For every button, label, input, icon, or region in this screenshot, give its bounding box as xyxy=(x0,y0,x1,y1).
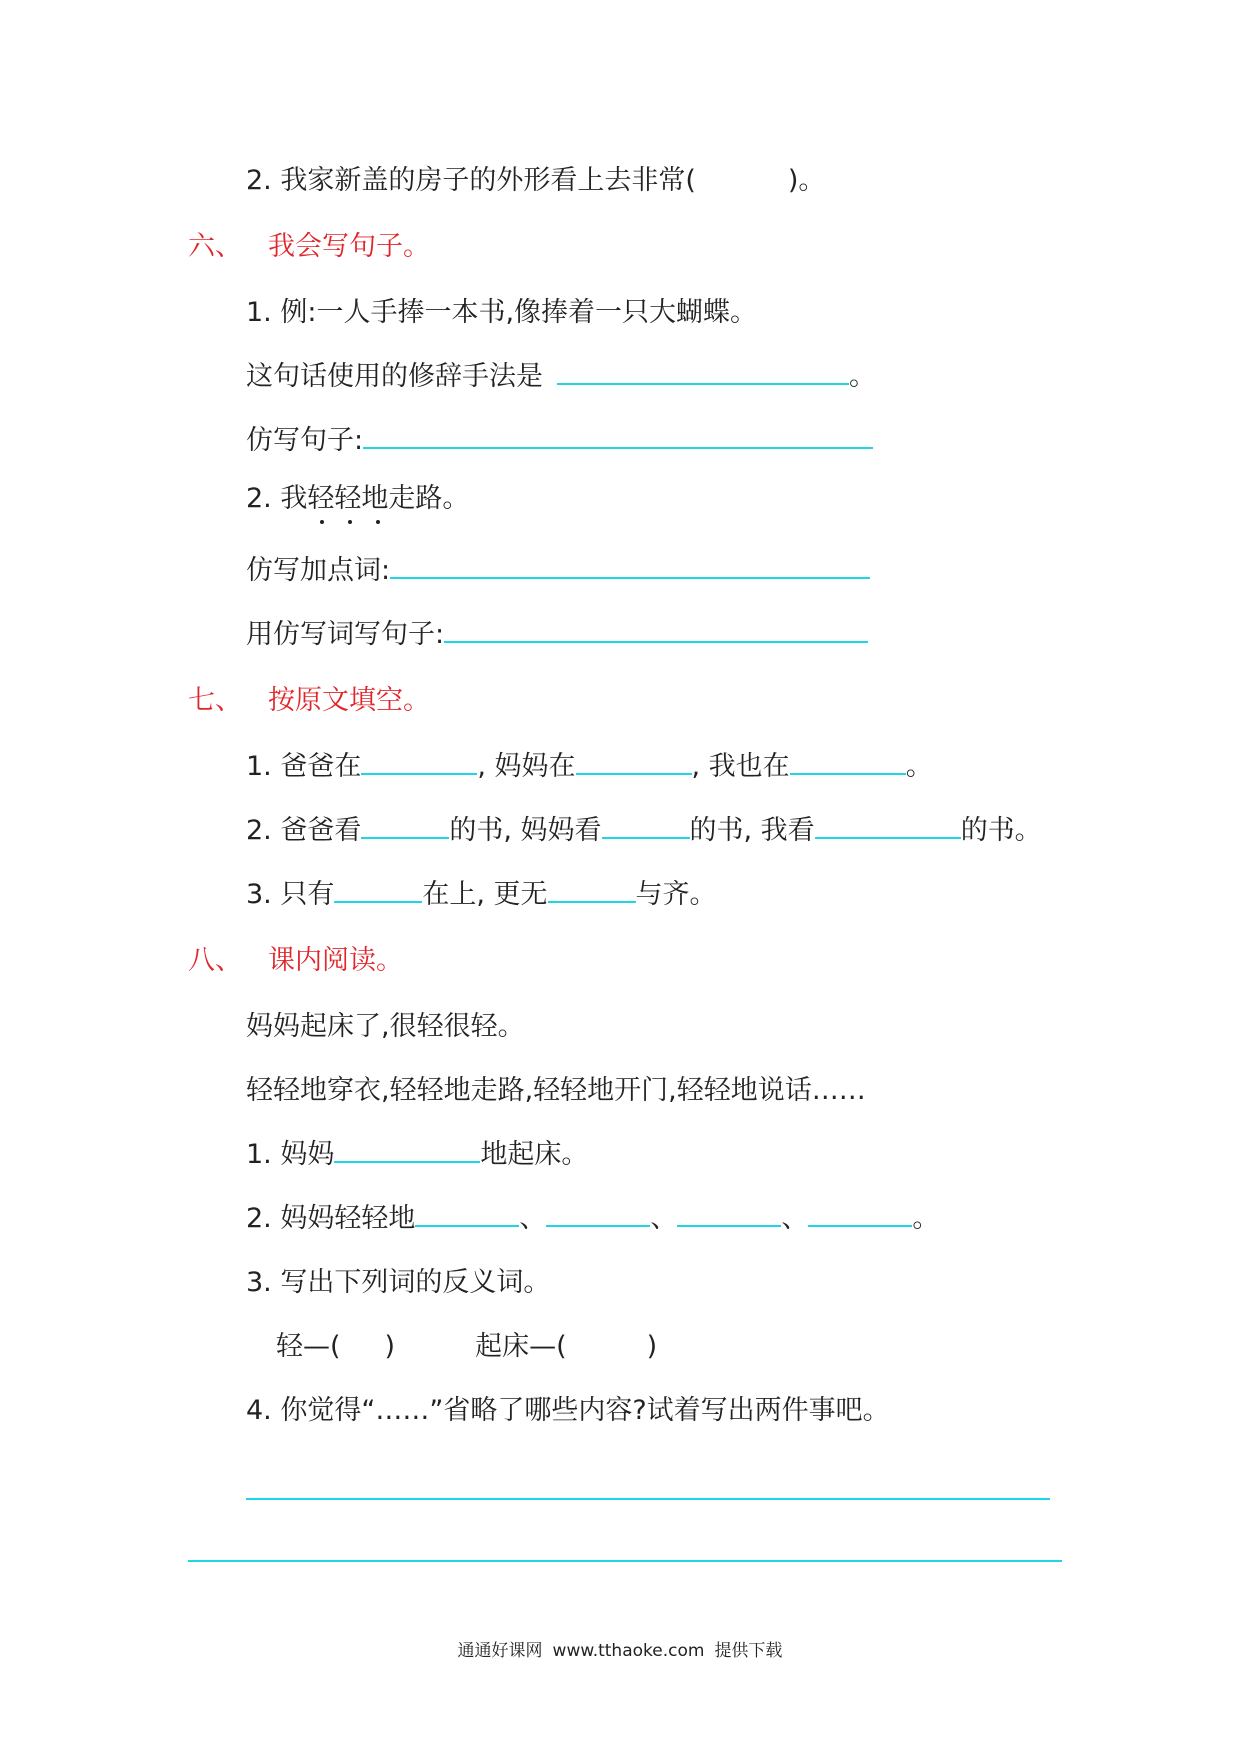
fill-blank[interactable] xyxy=(546,1205,650,1227)
question-7-2-part: 2. 爸爸看 xyxy=(246,815,362,846)
question-5-2-close: )。 xyxy=(787,165,826,196)
use-word-sentence-label: 用仿写词写句子: xyxy=(246,619,445,650)
question-8-1 xyxy=(246,1138,588,1172)
fill-blank[interactable] xyxy=(790,753,906,775)
question-8-4: 4. 你觉得“……”省略了哪些内容?试着写出两件事吧。 xyxy=(246,1395,890,1426)
answer-line[interactable] xyxy=(246,1498,1050,1500)
question-7-1-part: , 妈妈在 xyxy=(477,751,576,782)
fill-blank[interactable] xyxy=(808,1205,912,1227)
antonym-close: ) xyxy=(646,1331,658,1362)
reading-passage-line-2: 轻轻地穿衣,轻轻地走路,轻轻地开门,轻轻地说话…… xyxy=(246,1075,866,1106)
antonym-word: 起床—( xyxy=(475,1331,567,1362)
section-6-heading xyxy=(188,230,430,264)
dotted-word-label: 仿写加点词: xyxy=(246,555,391,586)
section-7-title: 按原文填空。 xyxy=(268,685,430,716)
section-6-number: 六、 xyxy=(188,231,242,262)
question-8-2-end: 。 xyxy=(912,1203,940,1234)
imitate-sentence-row xyxy=(246,424,873,458)
question-7-2 xyxy=(246,814,1042,848)
question-7-3-part: 在上, 更无 xyxy=(422,879,548,910)
section-7-number: 七、 xyxy=(188,685,242,716)
emphasis-dot xyxy=(320,520,324,524)
question-6-2: 2. 我轻轻地走路。 xyxy=(246,483,470,514)
question-7-1-part: , 我也在 xyxy=(691,751,790,782)
separator: 、 xyxy=(519,1203,547,1234)
question-8-2 xyxy=(246,1202,939,1236)
footer xyxy=(0,1640,1240,1662)
antonym-row xyxy=(276,1330,657,1364)
question-6-1: 1. 例:一人手捧一本书,像捧着一只大蝴蝶。 xyxy=(246,297,758,328)
question-7-3 xyxy=(246,878,717,912)
question-7-1 xyxy=(246,750,933,784)
question-5-2-text: 2. 我家新盖的房子的外形看上去非常( xyxy=(246,165,696,196)
emphasis-dot xyxy=(348,520,352,524)
answer-line[interactable] xyxy=(188,1560,1062,1562)
question-7-2-part: 的书, 我看 xyxy=(689,815,815,846)
question-7-2-part: 的书。 xyxy=(960,815,1042,846)
question-7-1-part: 。 xyxy=(905,751,933,782)
fill-blank[interactable] xyxy=(548,881,636,903)
question-7-3-part: 3. 只有 xyxy=(246,879,335,910)
dotted-word-blank[interactable] xyxy=(390,557,870,579)
dotted-word-row xyxy=(246,554,870,588)
question-8-1-part: 地起床。 xyxy=(480,1139,589,1170)
question-5-2 xyxy=(246,164,825,198)
fill-blank[interactable] xyxy=(815,817,961,839)
emphasis-dot xyxy=(376,520,380,524)
question-8-1-part: 1. 妈妈 xyxy=(246,1139,335,1170)
question-7-3-part: 与齐。 xyxy=(635,879,717,910)
rhetoric-row xyxy=(246,360,876,394)
separator: 、 xyxy=(781,1203,809,1234)
rhetoric-blank[interactable] xyxy=(557,363,849,385)
rhetoric-label: 这句话使用的修辞手法是 xyxy=(246,361,543,392)
reading-passage-line-1: 妈妈起床了,很轻很轻。 xyxy=(246,1011,525,1042)
section-7-heading xyxy=(188,684,430,718)
separator: 、 xyxy=(650,1203,678,1234)
question-7-1-part: 1. 爸爸在 xyxy=(246,751,362,782)
fill-blank[interactable] xyxy=(677,1205,781,1227)
section-8-number: 八、 xyxy=(188,945,242,976)
use-word-sentence-row xyxy=(246,618,868,652)
question-7-2-part: 的书, 妈妈看 xyxy=(449,815,602,846)
imitate-sentence-label: 仿写句子: xyxy=(246,425,364,456)
fill-blank[interactable] xyxy=(334,1141,480,1163)
fill-blank[interactable] xyxy=(361,753,477,775)
imitate-sentence-blank[interactable] xyxy=(363,427,873,449)
use-word-sentence-blank[interactable] xyxy=(444,621,868,643)
fill-blank[interactable] xyxy=(361,817,449,839)
question-8-3: 3. 写出下列词的反义词。 xyxy=(246,1267,551,1298)
fill-blank[interactable] xyxy=(334,881,422,903)
section-6-title: 我会写句子。 xyxy=(268,231,430,262)
fill-blank[interactable] xyxy=(602,817,690,839)
section-8-title: 课内阅读。 xyxy=(268,945,403,976)
rhetoric-end: 。 xyxy=(849,361,876,392)
footer-suffix: 提供下载 xyxy=(714,1641,783,1661)
fill-blank[interactable] xyxy=(415,1205,519,1227)
footer-url[interactable]: www.tthaoke.com xyxy=(552,1641,705,1661)
question-8-2-part: 2. 妈妈轻轻地 xyxy=(246,1203,416,1234)
section-8-heading xyxy=(188,944,403,978)
fill-blank[interactable] xyxy=(576,753,692,775)
footer-site-name: 通通好课网 xyxy=(457,1641,543,1661)
antonym-close: ) xyxy=(384,1331,396,1362)
antonym-word: 轻—( xyxy=(276,1331,341,1362)
